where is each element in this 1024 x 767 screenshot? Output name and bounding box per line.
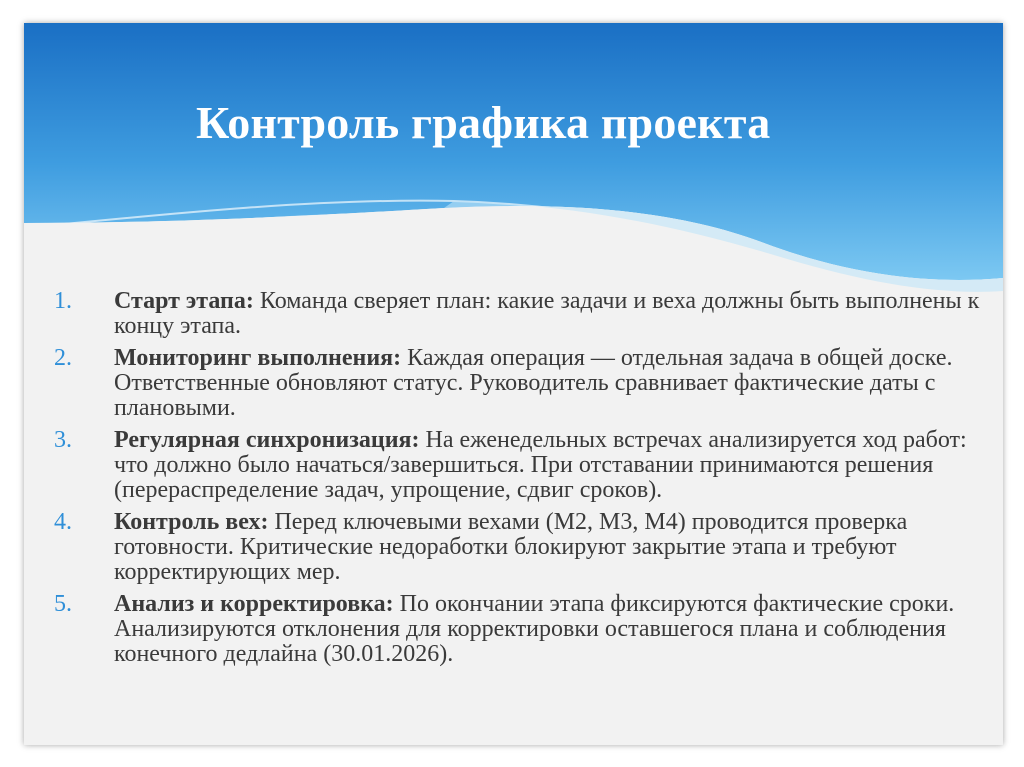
steps-list bbox=[54, 289, 999, 674]
list-item bbox=[54, 346, 999, 421]
list-item bbox=[54, 428, 999, 503]
item-text: Команда сверяет план: какие задачи и веха должны быть выполнены к концу этапа. bbox=[114, 288, 980, 339]
item-lead: Регулярная синхронизация: bbox=[114, 427, 420, 453]
item-number: 5. bbox=[54, 591, 72, 617]
item-number: 4. bbox=[54, 509, 72, 535]
item-lead: Контроль вех: bbox=[114, 509, 269, 535]
item-text: На еженедельных встречах анализируется ход работ: что должно было начаться/завершиться. При отставании принимаются решения (перераспределение задач, упрощение, сдвиг сроков). bbox=[114, 427, 967, 503]
item-text: Каждая операция — отдельная задача в общей доске. Ответственные обновляют статус. Руководитель сравнивает фактические даты с плановыми. bbox=[114, 345, 953, 421]
list-item bbox=[54, 510, 999, 585]
item-lead: Старт этапа: bbox=[114, 288, 254, 314]
list-item bbox=[54, 289, 999, 339]
list-item bbox=[54, 592, 999, 667]
item-lead: Анализ и корректировка: bbox=[114, 591, 394, 617]
slide-title: Контроль графика проекта bbox=[196, 97, 771, 148]
item-number: 3. bbox=[54, 427, 72, 453]
item-text: По окончании этапа фиксируются фактические сроки. Анализируются отклонения для корректировки оставшегося плана и соблюдения конечного дедлайна (30.01.2026). bbox=[114, 591, 955, 667]
item-lead: Мониторинг выполнения: bbox=[114, 345, 402, 371]
item-number: 2. bbox=[54, 345, 72, 371]
wave-banner bbox=[24, 23, 1003, 313]
item-text: Перед ключевыми вехами (M2, M3, M4) проводится проверка готовности. Критические недоработки блокируют закрытие этапа и требуют корректирующих мер. bbox=[114, 509, 908, 585]
item-number: 1. bbox=[54, 288, 72, 314]
slide bbox=[24, 23, 1003, 745]
